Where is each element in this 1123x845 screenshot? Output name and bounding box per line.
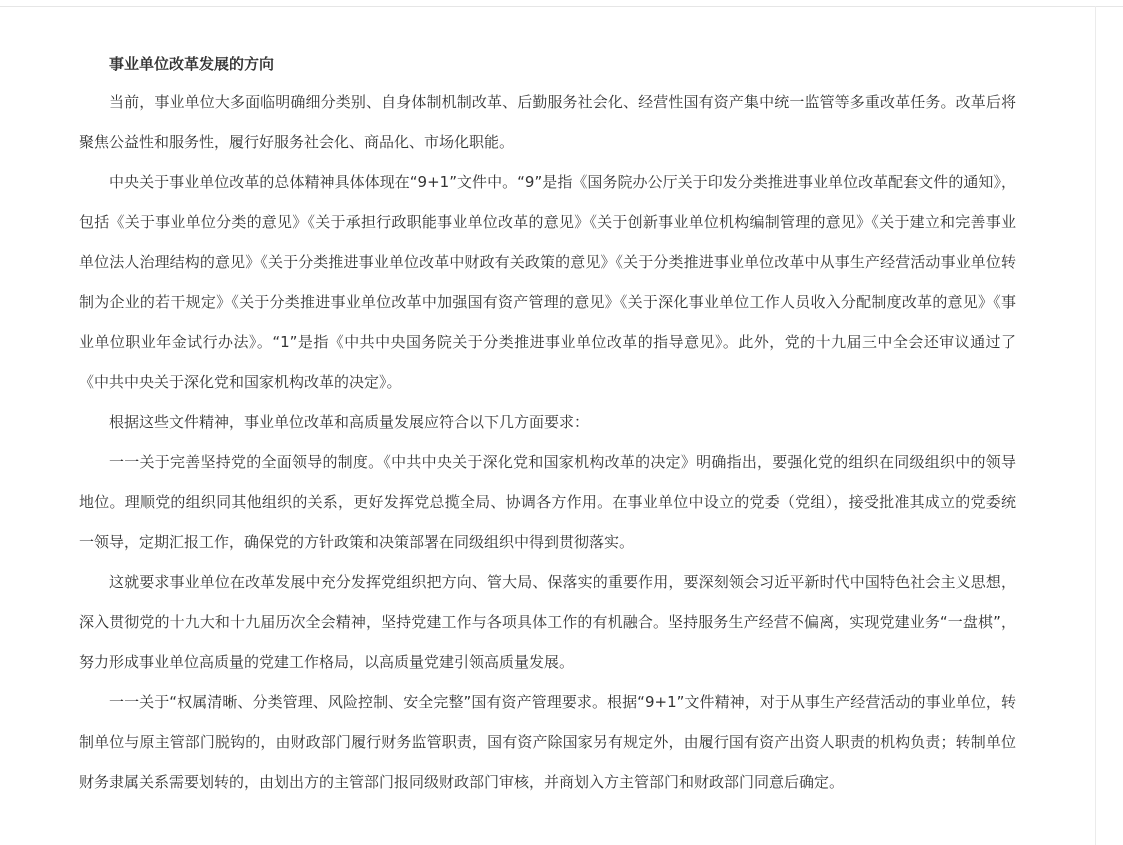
paragraph-party-leadership: 一一关于完善坚持党的全面领导的制度。《中共中央关于深化党和国家机构改革的决定》明确指出，要强化党的组织在同级组织中的领导地位。理顺党的组织同其他组织的关系，更好发挥党总揽全局、协调各方作用。在事业单位中设立的党委（党组），接受批准其成立的党委统一领导，定期汇报工作，确保党的方针政策和决策部署在同级组织中得到贯彻落实。 [79, 453, 1016, 551]
paragraph-party-role: 这就要求事业单位在改革发展中充分发挥党组织把方向、管大局、保落实的重要作用，要深刻领会习近平新时代中国特色社会主义思想，深入贯彻党的十九大和十九届历次全会精神，坚持党建工作与各项具体工作的有机融合。坚持服务生产经营不偏离，实现党建业务“一盘棋”，努力形成事业单位高质量的党建工作格局，以高质量党建引领高质量发展。 [79, 573, 1016, 671]
paragraph-requirements-intro: 根据这些文件精神，事业单位改革和高质量发展应符合以下几方面要求： [109, 413, 590, 431]
paragraph-intro: 当前，事业单位大多面临明确细分类别、自身体制机制改革、后勤服务社会化、经营性国有资产集中统一监管等多重改革任务。改革后将聚焦公益性和服务性，履行好服务社会化、商品化、市场化职能。 [79, 93, 1016, 151]
paragraph-central-spirit: 中央关于事业单位改革的总体精神具体体现在“9+1”文件中。“9”是指《国务院办公厅关于印发分类推进事业单位改革配套文件的通知》，包括《关于事业单位分类的意见》《关于承担行政职能事业单位改革的意见》《关于创新事业单位机构编制管理的意见》《关于建立和完善事业单位法人治理结构的意见》《关于分类推进事业单位改革中财政有关政策的意见》《关于分类推进事业单位改革中从事生产经营活动事业单位转制为企业的若干规定》《关于分类推进事业单位改革中加强国有资产管理的意见》《关于深化事业单位工作人员收入分配制度改革的意见》《事业单位职业年金试行办法》。“1”是指《中共中央国务院关于分类推进事业单位改革的指导意见》。此外，党的十九届三中全会还审议通过了《中共中央关于深化党和国家机构改革的决定》。 [79, 173, 1016, 391]
article-title: 事业单位改革发展的方向 [109, 55, 275, 73]
article-body [79, 46, 1016, 802]
paragraph-state-assets: 一一关于“权属清晰、分类管理、风险控制、安全完整”国有资产管理要求。根据“9+1”文件精神，对于从事生产经营活动的事业单位，转制单位与原主管部门脱钩的，由财政部门履行财务监管职责，国有资产除国家另有规定外，由履行国有资产出资人职责的机构负责；转制单位财务隶属关系需要划转的，由划出方的主管部门报同级财政部门审核，并商划入方主管部门和财政部门同意后确定。 [79, 693, 1016, 791]
top-divider [0, 6, 1123, 7]
right-divider [1095, 6, 1096, 845]
